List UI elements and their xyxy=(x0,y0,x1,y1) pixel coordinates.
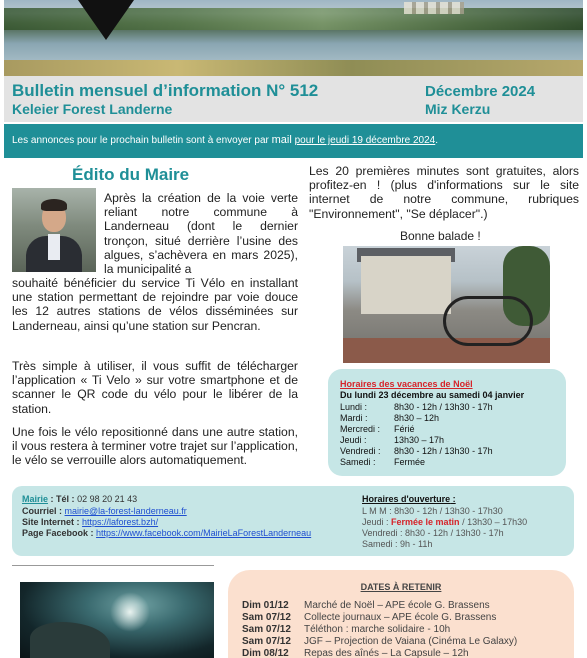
date-value: Sam 07/12 xyxy=(242,624,291,635)
email-link[interactable]: mairie@la-forest-landerneau.fr xyxy=(64,506,187,516)
night-photo xyxy=(20,582,214,658)
opening-hours-jeudi xyxy=(362,517,527,527)
title-band xyxy=(4,76,583,122)
holiday-row xyxy=(340,446,493,456)
date-value: Sam 07/12 xyxy=(242,636,291,647)
holiday-day: Mercredi : xyxy=(340,424,381,434)
date-event: JGF – Projection de Vaiana (Cinéma Le Galaxy) xyxy=(304,636,518,647)
bulletin-date-breton: Miz Kerzu xyxy=(425,101,491,117)
edito-paragraph-1-cont: souhaité bénéficier du service Ti Vélo en installant une station permettant de rejoindre par voie douce les 12 autres stations de vélos disséminées sur Landerneau, ainsi qu’une station sur Pencran. xyxy=(12,276,298,333)
bulletin-title: Bulletin mensuel d’information N° 512 xyxy=(12,81,319,100)
date-event: Repas des aînés – La Capsule – 12h xyxy=(304,648,469,658)
contact-facebook-line xyxy=(22,528,311,538)
banner-houses xyxy=(404,2,464,14)
photo-bikes xyxy=(443,296,533,346)
divider xyxy=(12,565,214,566)
holiday-hours: Fermée xyxy=(394,457,426,467)
photo-rock xyxy=(30,622,110,658)
holiday-row xyxy=(340,435,444,445)
holiday-day: Mardi : xyxy=(340,413,368,423)
notice-deadline: pour le jeudi 19 décembre 2024 xyxy=(294,135,436,146)
edito-paragraph-2: Très simple à utiliser, il vous suffit de télécharger l’application « Ti Velo » sur votre smartphone et de scanner le QR code du vélo pour le libérer de la station. xyxy=(12,359,298,416)
bulletin-date: Décembre 2024 xyxy=(425,83,536,100)
date-row xyxy=(242,648,469,658)
holiday-hours: 8h30 - 12h / 13h30 - 17h xyxy=(394,402,493,412)
date-event: Collecte journaux – APE école G. Brassens xyxy=(304,612,497,623)
tel-value: 02 98 20 21 43 xyxy=(77,494,138,504)
date-row xyxy=(242,600,490,611)
bike-station-photo xyxy=(343,246,550,363)
holiday-hours-title: Horaires des vacances de Noël xyxy=(340,379,473,389)
opening-hours-line: Samedi : 9h - 11h xyxy=(362,539,433,549)
contact-panel xyxy=(12,486,574,556)
holiday-row xyxy=(340,413,439,423)
holiday-hours-subtitle: Du lundi 23 décembre au samedi 04 janvier xyxy=(340,390,525,400)
jeudi-closed: Fermée le matin xyxy=(391,517,460,527)
edito-paragraph-3: Une fois le vélo repositionné dans une autre station, il vous restera à terminer votre trajet sur l’application, le vélo se verrouille alors automatiquement. xyxy=(12,425,298,468)
holiday-hours: Férié xyxy=(394,424,415,434)
holiday-hours: 8h30 – 12h xyxy=(394,413,440,423)
holiday-day: Jeudi : xyxy=(340,435,367,445)
photo-building xyxy=(361,256,451,314)
date-value: Sam 07/12 xyxy=(242,612,291,623)
portrait-hair xyxy=(41,199,67,211)
portrait-shirt xyxy=(48,234,60,260)
submission-notice xyxy=(4,124,583,158)
dates-panel xyxy=(228,570,574,658)
header-banner-photo xyxy=(4,0,583,76)
banner-shore xyxy=(4,60,583,76)
notice-mail: mail xyxy=(271,134,292,146)
facebook-link[interactable]: https://www.facebook.com/MairieLaForestLanderneau xyxy=(96,528,312,538)
email-label: Courriel : xyxy=(22,506,63,516)
date-event: Téléthon : marche solidaire - 10h xyxy=(304,624,451,635)
photo-light xyxy=(110,592,150,632)
tel-label: Tél : xyxy=(56,494,75,504)
site-label: Site Internet : xyxy=(22,517,80,527)
contact-email-line xyxy=(22,506,187,516)
site-link[interactable]: https://laforest.bzh/ xyxy=(82,517,159,527)
opening-hours-colon: : xyxy=(450,494,456,504)
dates-title: DATES À RETENIR xyxy=(360,582,442,592)
date-row xyxy=(242,612,496,623)
edito-closing: Bonne balade ! xyxy=(400,229,481,243)
notice-suffix: . xyxy=(435,135,439,146)
opening-hours-line: L M M : 8h30 - 12h / 13h30 - 17h30 xyxy=(362,506,503,516)
edito-paragraph-right: Les 20 premières minutes sont gratuites, alors profitez-en ! (plus d'informations sur le site internet de notre commune, rubriques "Environnement", "Se déplacer".) xyxy=(309,164,579,221)
facebook-label: Page Facebook : xyxy=(22,528,94,538)
holiday-row xyxy=(340,457,425,467)
date-value: Dim 01/12 xyxy=(242,600,289,611)
holiday-row xyxy=(340,402,493,412)
opening-hours-title-text: Horaires d'ouverture xyxy=(362,494,451,504)
holiday-day: Samedi : xyxy=(340,457,376,467)
holiday-hours: 8h30 - 12h / 13h30 - 17h xyxy=(394,446,493,456)
date-row xyxy=(242,636,517,647)
opening-hours-title xyxy=(362,494,456,504)
date-event: Marché de Noël – APE école G. Brassens xyxy=(304,600,490,611)
jeudi-rest: / 13h30 – 17h30 xyxy=(459,517,528,527)
contact-phone-line: Mairie : Tél : 02 98 20 21 43 xyxy=(22,494,138,504)
opening-hours-line: Vendredi : 8h30 - 12h / 13h30 - 17h xyxy=(362,528,504,538)
holiday-hours-panel xyxy=(328,369,566,476)
banner-triangle-logo xyxy=(78,0,134,40)
holiday-day: Vendredi : xyxy=(340,446,381,456)
notice-prefix: Les annonces pour le prochain bulletin sont à envoyer par xyxy=(12,135,272,146)
mayor-portrait xyxy=(12,188,96,272)
holiday-day: Lundi : xyxy=(340,402,368,412)
holiday-row xyxy=(340,424,415,434)
edito-title: Édito du Maire xyxy=(72,165,190,184)
mairie-label[interactable]: Mairie xyxy=(22,494,49,504)
date-value: Dim 08/12 xyxy=(242,648,289,658)
jeudi-label: Jeudi : xyxy=(362,517,392,527)
date-row xyxy=(242,624,450,635)
bulletin-subtitle: Keleier Forest Landerne xyxy=(12,101,173,117)
edito-paragraph-1: Après la création de la voie verte reliant notre commune à Landerneau (dont le dernier tronçon, situé derrière l’usine des algues, s’achèvera en mars 2025), la municipalité a xyxy=(104,191,298,277)
contact-site-line xyxy=(22,517,158,527)
holiday-hours: 13h30 – 17h xyxy=(394,435,445,445)
